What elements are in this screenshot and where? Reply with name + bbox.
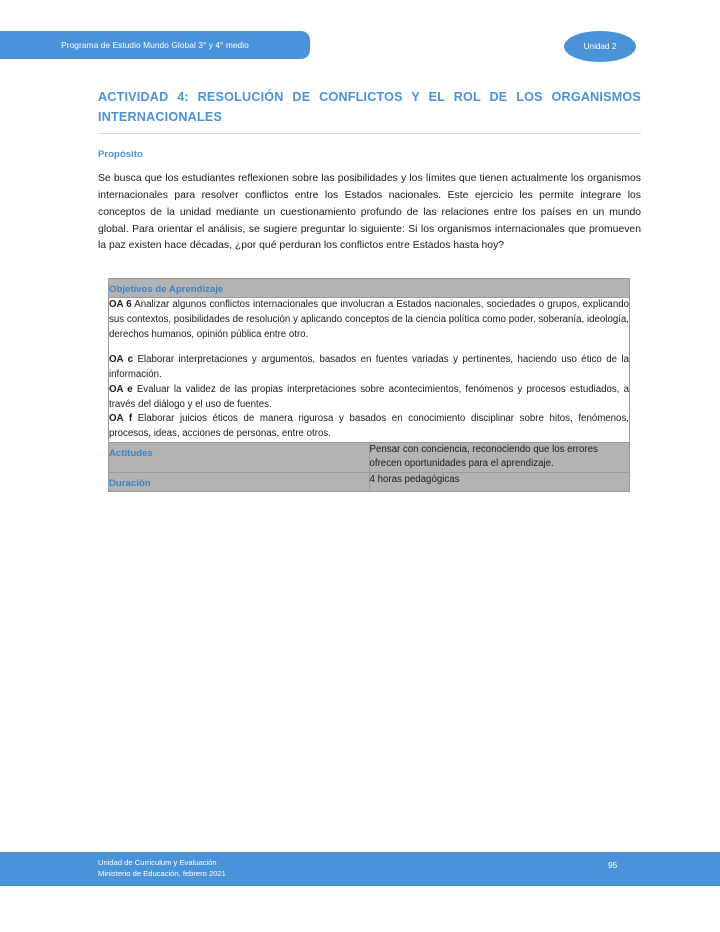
oa-text: Evaluar la validez de las propias interpretaciones sobre acontecimientos, fenómenos y procesos estudiados, a través del diálogo y el uso de fuentes.: [109, 383, 629, 410]
objectives-header-label: Objetivos de Aprendizaje: [109, 284, 224, 296]
footer-organization: [98, 858, 226, 880]
oa-code: OA f: [109, 413, 133, 425]
table-row-actitudes: [109, 442, 630, 472]
list-item: [109, 383, 629, 412]
table-row-duracion: [109, 472, 630, 491]
header-banner-label: Programa de Estudio Mundo Global 3° y 4° medio: [61, 40, 249, 50]
objectives-group-separator: [109, 342, 629, 353]
footer-line-2: Ministerio de Educación, febrero 2021: [98, 868, 226, 878]
purpose-text: Se busca que los estudiantes reflexionen sobre las posibilidades y los límites que tienen actualmente los organismos internacionales para resolver conflictos entre los Estados nacionales. Este ejercicio les permite integrare los conceptos de la unidad mediante un cuestionamiento profundo de las relaciones entre los países en un mundo global. Para orientar el análisis, se sugiere preguntar lo siguiente: Si los organismos internacionales que promueven la paz existen hace décadas, ¿por qué perduran los conflictos entre Estados hasta hoy?: [98, 173, 641, 252]
oa-text: Elaborar juicios éticos de manera rigurosa y basados en conocimiento disciplinar sobre hitos, fenómenos, procesos, ideas, acciones de personas, entre otros.: [109, 413, 629, 440]
actitudes-label: Actitudes: [109, 447, 153, 459]
duracion-label-cell: [109, 472, 370, 491]
page-footer: [0, 852, 720, 886]
list-item: [109, 353, 629, 382]
objectives-body-cell: [109, 298, 630, 443]
unit-badge-label: Unidad 2: [583, 42, 617, 51]
actitudes-value-cell: [369, 442, 630, 472]
oa-text: Elaborar interpretaciones y argumentos, basados en fuentes variadas y pertinentes, haciendo uso ético de la información.: [109, 354, 629, 381]
oa-text: Analizar algunos conflictos internacionales que involucran a Estados nacionales, sociedades o grupos, explicando sus contextos, posibilidades de resolución y aplicando conceptos de la ciencia política como poder, soberanía, ideología, derechos humanos, opinión pública entre otro.: [109, 299, 629, 340]
duracion-value: 4 horas pedagógicas: [369, 473, 460, 485]
purpose-heading: Propósito: [98, 149, 143, 161]
actitudes-label-cell: [109, 442, 370, 472]
footer-line-1: Unidad de Curriculum y Evaluación: [98, 858, 217, 867]
page-title: ACTIVIDAD 4: RESOLUCIÓN DE CONFLICTOS Y EL ROL DE LOS ORGANISMOS INTERNACIONALES: [98, 90, 641, 124]
table-row-objectives: [109, 298, 630, 443]
objectives-table: [108, 278, 630, 492]
duracion-value-cell: [369, 472, 630, 491]
objectives-header-cell: [109, 279, 630, 298]
oa-code: OA 6: [109, 299, 132, 311]
oa-code: OA e: [109, 383, 133, 395]
table-row-header: [109, 279, 630, 298]
duracion-label: Duración: [109, 477, 151, 489]
list-item: [109, 298, 629, 342]
list-item: [109, 412, 629, 441]
title-divider: [98, 133, 641, 134]
page-number: 95: [608, 860, 618, 870]
oa-code: OA c: [109, 354, 134, 366]
content-column: [98, 0, 641, 492]
actitudes-value: Pensar con conciencia, reconociendo que los errores ofrecen oportunidades para el aprendizaje.: [369, 443, 598, 470]
